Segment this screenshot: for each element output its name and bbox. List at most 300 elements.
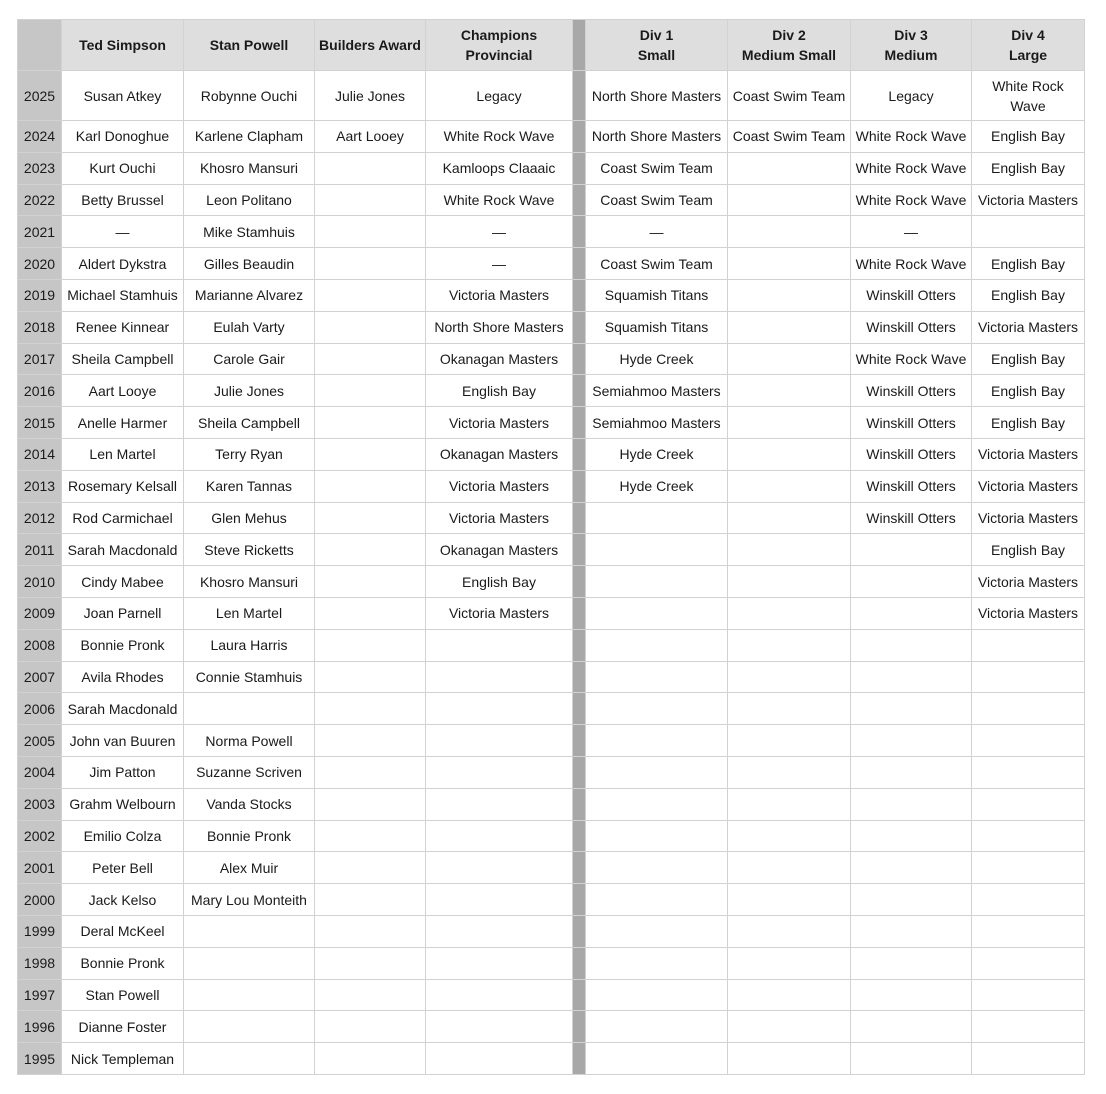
year-cell: 2007 (18, 661, 62, 693)
table-cell: Laura Harris (184, 629, 315, 661)
table-cell: English Bay (972, 534, 1085, 566)
column-separator (573, 1011, 586, 1043)
table-cell (728, 725, 851, 757)
table-cell (972, 693, 1085, 725)
table-cell (851, 915, 972, 947)
table-cell (728, 597, 851, 629)
table-cell (728, 502, 851, 534)
table-cell: English Bay (972, 152, 1085, 184)
table-cell: Winskill Otters (851, 311, 972, 343)
table-cell: Victoria Masters (972, 184, 1085, 216)
table-cell (315, 184, 426, 216)
column-header (426, 20, 573, 71)
year-cell: 1998 (18, 947, 62, 979)
table-row (18, 216, 1085, 248)
table-cell (586, 566, 728, 598)
table-cell (315, 788, 426, 820)
table-cell (851, 629, 972, 661)
table-cell (972, 629, 1085, 661)
table-cell: Victoria Masters (972, 597, 1085, 629)
table-cell (315, 438, 426, 470)
year-cell: 2005 (18, 725, 62, 757)
table-cell: White Rock Wave (972, 71, 1085, 121)
table-cell (728, 629, 851, 661)
table-cell: Julie Jones (184, 375, 315, 407)
table-row (18, 534, 1085, 566)
table-cell (586, 629, 728, 661)
table-cell (586, 597, 728, 629)
table-cell: Hyde Creek (586, 438, 728, 470)
table-cell: Sarah Macdonald (62, 693, 184, 725)
table-cell: Semiahmoo Masters (586, 375, 728, 407)
year-cell: 2003 (18, 788, 62, 820)
column-separator (573, 152, 586, 184)
table-cell (851, 788, 972, 820)
table-cell: Leon Politano (184, 184, 315, 216)
table-row (18, 597, 1085, 629)
table-cell (728, 820, 851, 852)
table-cell (728, 915, 851, 947)
table-cell (972, 852, 1085, 884)
table-cell (728, 1043, 851, 1075)
table-cell (851, 820, 972, 852)
table-cell (728, 279, 851, 311)
table-cell (728, 375, 851, 407)
table-cell (586, 502, 728, 534)
table-cell: Anelle Harmer (62, 407, 184, 439)
table-cell (315, 756, 426, 788)
table-row (18, 979, 1085, 1011)
table-cell: Winskill Otters (851, 438, 972, 470)
table-row (18, 915, 1085, 947)
table-cell (728, 438, 851, 470)
table-cell: Victoria Masters (426, 407, 573, 439)
column-header (586, 20, 728, 71)
table-cell (728, 979, 851, 1011)
table-cell: Legacy (426, 71, 573, 121)
table-cell: Kamloops Claaaic (426, 152, 573, 184)
table-cell: Kurt Ouchi (62, 152, 184, 184)
table-cell: — (426, 216, 573, 248)
column-separator (573, 566, 586, 598)
table-cell: Sheila Campbell (62, 343, 184, 375)
table-cell: Bonnie Pronk (62, 947, 184, 979)
table-cell (728, 343, 851, 375)
table-cell (728, 152, 851, 184)
column-header-line: Medium (884, 47, 938, 63)
table-cell: Winskill Otters (851, 407, 972, 439)
table-cell (426, 693, 573, 725)
table-row (18, 661, 1085, 693)
table-cell (972, 216, 1085, 248)
table-cell: Stan Powell (62, 979, 184, 1011)
table-cell (184, 1043, 315, 1075)
table-cell (315, 852, 426, 884)
table-cell (972, 661, 1085, 693)
table-cell: Winskill Otters (851, 375, 972, 407)
table-cell (586, 915, 728, 947)
table-cell (315, 534, 426, 566)
year-cell: 1999 (18, 915, 62, 947)
table-row (18, 279, 1085, 311)
column-header (315, 20, 426, 71)
column-separator (573, 534, 586, 566)
table-cell (972, 915, 1085, 947)
table-cell: Glen Mehus (184, 502, 315, 534)
year-cell: 1995 (18, 1043, 62, 1075)
table-cell: Okanagan Masters (426, 438, 573, 470)
year-cell: 2008 (18, 629, 62, 661)
table-cell (315, 915, 426, 947)
table-cell (728, 566, 851, 598)
table-cell: Okanagan Masters (426, 343, 573, 375)
year-cell: 2006 (18, 693, 62, 725)
table-cell: Coast Swim Team (728, 71, 851, 121)
table-row (18, 71, 1085, 121)
table-cell: Connie Stamhuis (184, 661, 315, 693)
table-cell: Squamish Titans (586, 279, 728, 311)
table-cell (426, 788, 573, 820)
table-cell (851, 884, 972, 916)
table-cell (972, 1011, 1085, 1043)
year-cell: 2020 (18, 248, 62, 280)
column-separator (573, 20, 586, 71)
year-cell: 2011 (18, 534, 62, 566)
table-cell (315, 693, 426, 725)
table-cell: Aldert Dykstra (62, 248, 184, 280)
column-separator (573, 438, 586, 470)
table-cell: Peter Bell (62, 852, 184, 884)
table-cell: Carole Gair (184, 343, 315, 375)
table-cell: White Rock Wave (426, 184, 573, 216)
table-cell: Michael Stamhuis (62, 279, 184, 311)
table-cell (184, 979, 315, 1011)
column-separator (573, 279, 586, 311)
table-cell (851, 947, 972, 979)
table-cell: Sheila Campbell (184, 407, 315, 439)
table-cell (426, 947, 573, 979)
table-cell: Len Martel (62, 438, 184, 470)
table-cell: Dianne Foster (62, 1011, 184, 1043)
header-row (18, 20, 1085, 71)
table-cell: English Bay (972, 121, 1085, 153)
table-cell: Len Martel (184, 597, 315, 629)
awards-table (17, 19, 1085, 1075)
column-separator (573, 629, 586, 661)
table-row (18, 152, 1085, 184)
table-cell: Coast Swim Team (586, 152, 728, 184)
table-cell: Victoria Masters (972, 438, 1085, 470)
table-cell: Nick Templeman (62, 1043, 184, 1075)
column-separator (573, 311, 586, 343)
table-cell (851, 566, 972, 598)
column-separator (573, 756, 586, 788)
table-cell (728, 884, 851, 916)
table-cell (426, 979, 573, 1011)
column-separator (573, 375, 586, 407)
table-cell (851, 979, 972, 1011)
year-cell: 2002 (18, 820, 62, 852)
table-row (18, 629, 1085, 661)
table-cell: Khosro Mansuri (184, 566, 315, 598)
column-header-line: Div 2 (772, 27, 806, 43)
table-row (18, 343, 1085, 375)
table-row (18, 820, 1085, 852)
table-cell (972, 947, 1085, 979)
year-cell: 1996 (18, 1011, 62, 1043)
table-cell: English Bay (972, 343, 1085, 375)
column-separator (573, 947, 586, 979)
year-cell: 2004 (18, 756, 62, 788)
column-separator (573, 71, 586, 121)
table-cell: Victoria Masters (426, 279, 573, 311)
table-row (18, 470, 1085, 502)
table-cell (972, 884, 1085, 916)
table-cell (972, 1043, 1085, 1075)
table-cell (184, 947, 315, 979)
column-separator (573, 597, 586, 629)
table-cell: — (426, 248, 573, 280)
column-header (62, 20, 184, 71)
table-cell (586, 788, 728, 820)
table-cell (728, 1011, 851, 1043)
year-cell: 2012 (18, 502, 62, 534)
year-cell: 2024 (18, 121, 62, 153)
column-header-line: Champions (460, 27, 538, 43)
table-cell: Okanagan Masters (426, 534, 573, 566)
table-cell: Semiahmoo Masters (586, 407, 728, 439)
year-cell: 2025 (18, 71, 62, 121)
table-cell (315, 311, 426, 343)
column-separator (573, 216, 586, 248)
table-cell (586, 820, 728, 852)
table-cell: Rosemary Kelsall (62, 470, 184, 502)
table-cell (426, 629, 573, 661)
column-header-line: Div 4 (1011, 27, 1045, 43)
table-cell: Karlene Clapham (184, 121, 315, 153)
table-cell (586, 947, 728, 979)
table-cell: Robynne Ouchi (184, 71, 315, 121)
table-cell: Coast Swim Team (586, 184, 728, 216)
table-cell (728, 693, 851, 725)
table-row (18, 566, 1085, 598)
column-header (728, 20, 851, 71)
table-cell: White Rock Wave (851, 184, 972, 216)
table-cell: Grahm Welbourn (62, 788, 184, 820)
table-cell (972, 979, 1085, 1011)
year-cell: 2010 (18, 566, 62, 598)
table-cell (728, 311, 851, 343)
table-cell: Renee Kinnear (62, 311, 184, 343)
table-cell: Aart Looey (315, 121, 426, 153)
table-cell: Avila Rhodes (62, 661, 184, 693)
year-cell: 2009 (18, 597, 62, 629)
table-cell: — (586, 216, 728, 248)
table-row (18, 502, 1085, 534)
table-cell (851, 597, 972, 629)
table-cell (586, 693, 728, 725)
table-cell: Bonnie Pronk (62, 629, 184, 661)
year-cell: 2021 (18, 216, 62, 248)
column-header-line: Ted Simpson (79, 37, 166, 53)
table-row (18, 884, 1085, 916)
table-cell (315, 820, 426, 852)
corner-cell (18, 20, 62, 71)
table-cell: Mike Stamhuis (184, 216, 315, 248)
column-separator (573, 693, 586, 725)
table-cell: Deral McKeel (62, 915, 184, 947)
table-cell: White Rock Wave (426, 121, 573, 153)
table-cell: Eulah Varty (184, 311, 315, 343)
table-cell (315, 1043, 426, 1075)
table-cell (728, 216, 851, 248)
table-cell: Winskill Otters (851, 502, 972, 534)
column-separator (573, 248, 586, 280)
column-separator (573, 915, 586, 947)
column-separator (573, 184, 586, 216)
table-cell (586, 884, 728, 916)
table-row (18, 1043, 1085, 1075)
table-cell (586, 1011, 728, 1043)
table-cell: Jack Kelso (62, 884, 184, 916)
table-cell: English Bay (972, 407, 1085, 439)
column-separator (573, 979, 586, 1011)
table-cell: Rod Carmichael (62, 502, 184, 534)
table-row (18, 248, 1085, 280)
table-cell: English Bay (426, 566, 573, 598)
column-header (851, 20, 972, 71)
table-row (18, 788, 1085, 820)
table-cell (851, 756, 972, 788)
table-cell: Victoria Masters (972, 470, 1085, 502)
table-cell (426, 852, 573, 884)
year-cell: 2014 (18, 438, 62, 470)
column-separator (573, 121, 586, 153)
table-cell: Mary Lou Monteith (184, 884, 315, 916)
table-cell: John van Buuren (62, 725, 184, 757)
column-header-line: Builders Award (319, 37, 421, 53)
year-cell: 2018 (18, 311, 62, 343)
column-separator (573, 343, 586, 375)
table-cell (851, 1011, 972, 1043)
table-cell (728, 248, 851, 280)
table-cell: Victoria Masters (972, 311, 1085, 343)
table-cell (426, 756, 573, 788)
table-cell (728, 852, 851, 884)
table-cell: Hyde Creek (586, 470, 728, 502)
table-cell (728, 661, 851, 693)
column-separator (573, 788, 586, 820)
column-header (184, 20, 315, 71)
table-cell (315, 343, 426, 375)
table-cell (426, 661, 573, 693)
table-cell: North Shore Masters (586, 121, 728, 153)
table-cell: White Rock Wave (851, 121, 972, 153)
table-cell (728, 470, 851, 502)
year-cell: 2019 (18, 279, 62, 311)
table-row (18, 725, 1085, 757)
column-header-line: Provincial (465, 47, 533, 63)
table-cell (184, 1011, 315, 1043)
table-cell (586, 852, 728, 884)
table-cell: Cindy Mabee (62, 566, 184, 598)
table-row (18, 756, 1085, 788)
table-cell (315, 375, 426, 407)
table-cell (315, 470, 426, 502)
table-cell: Legacy (851, 71, 972, 121)
table-cell: Bonnie Pronk (184, 820, 315, 852)
year-cell: 2022 (18, 184, 62, 216)
table-cell: Norma Powell (184, 725, 315, 757)
column-header-line: Medium Small (741, 47, 837, 63)
table-cell: Gilles Beaudin (184, 248, 315, 280)
table-cell (728, 407, 851, 439)
table-cell (728, 947, 851, 979)
table-cell: Jim Patton (62, 756, 184, 788)
table-cell (315, 248, 426, 280)
table-cell (315, 597, 426, 629)
table-cell (315, 566, 426, 598)
table-cell: White Rock Wave (851, 248, 972, 280)
table-cell (315, 629, 426, 661)
table-cell: North Shore Masters (586, 71, 728, 121)
table-cell (851, 661, 972, 693)
table-cell (315, 152, 426, 184)
table-cell: Squamish Titans (586, 311, 728, 343)
table-cell (586, 756, 728, 788)
table-cell: Karen Tannas (184, 470, 315, 502)
column-header-line: Large (1008, 47, 1048, 63)
table-cell: — (62, 216, 184, 248)
table-cell: Karl Donoghue (62, 121, 184, 153)
column-header (972, 20, 1085, 71)
table-cell: Sarah Macdonald (62, 534, 184, 566)
year-cell: 2017 (18, 343, 62, 375)
year-cell: 2001 (18, 852, 62, 884)
table-cell (315, 725, 426, 757)
table-cell (851, 852, 972, 884)
table-cell: Khosro Mansuri (184, 152, 315, 184)
table-cell: Victoria Masters (972, 502, 1085, 534)
year-cell: 1997 (18, 979, 62, 1011)
table-cell: English Bay (972, 375, 1085, 407)
table-row (18, 947, 1085, 979)
table-cell (315, 502, 426, 534)
table-cell: White Rock Wave (851, 343, 972, 375)
column-separator (573, 407, 586, 439)
table-cell (851, 534, 972, 566)
column-header-line: Stan Powell (209, 37, 289, 53)
table-cell (851, 1043, 972, 1075)
table-cell (586, 661, 728, 693)
table-cell (315, 216, 426, 248)
table-row (18, 311, 1085, 343)
table-cell: Hyde Creek (586, 343, 728, 375)
table-cell: English Bay (972, 279, 1085, 311)
table-cell: Victoria Masters (426, 470, 573, 502)
table-cell (315, 884, 426, 916)
table-cell (315, 407, 426, 439)
table-cell (426, 1011, 573, 1043)
table-cell: Victoria Masters (972, 566, 1085, 598)
table-cell: Terry Ryan (184, 438, 315, 470)
table-cell (851, 693, 972, 725)
table-cell: Coast Swim Team (728, 121, 851, 153)
table-cell (315, 661, 426, 693)
table-cell (315, 979, 426, 1011)
table-cell: Joan Parnell (62, 597, 184, 629)
table-cell: Marianne Alvarez (184, 279, 315, 311)
